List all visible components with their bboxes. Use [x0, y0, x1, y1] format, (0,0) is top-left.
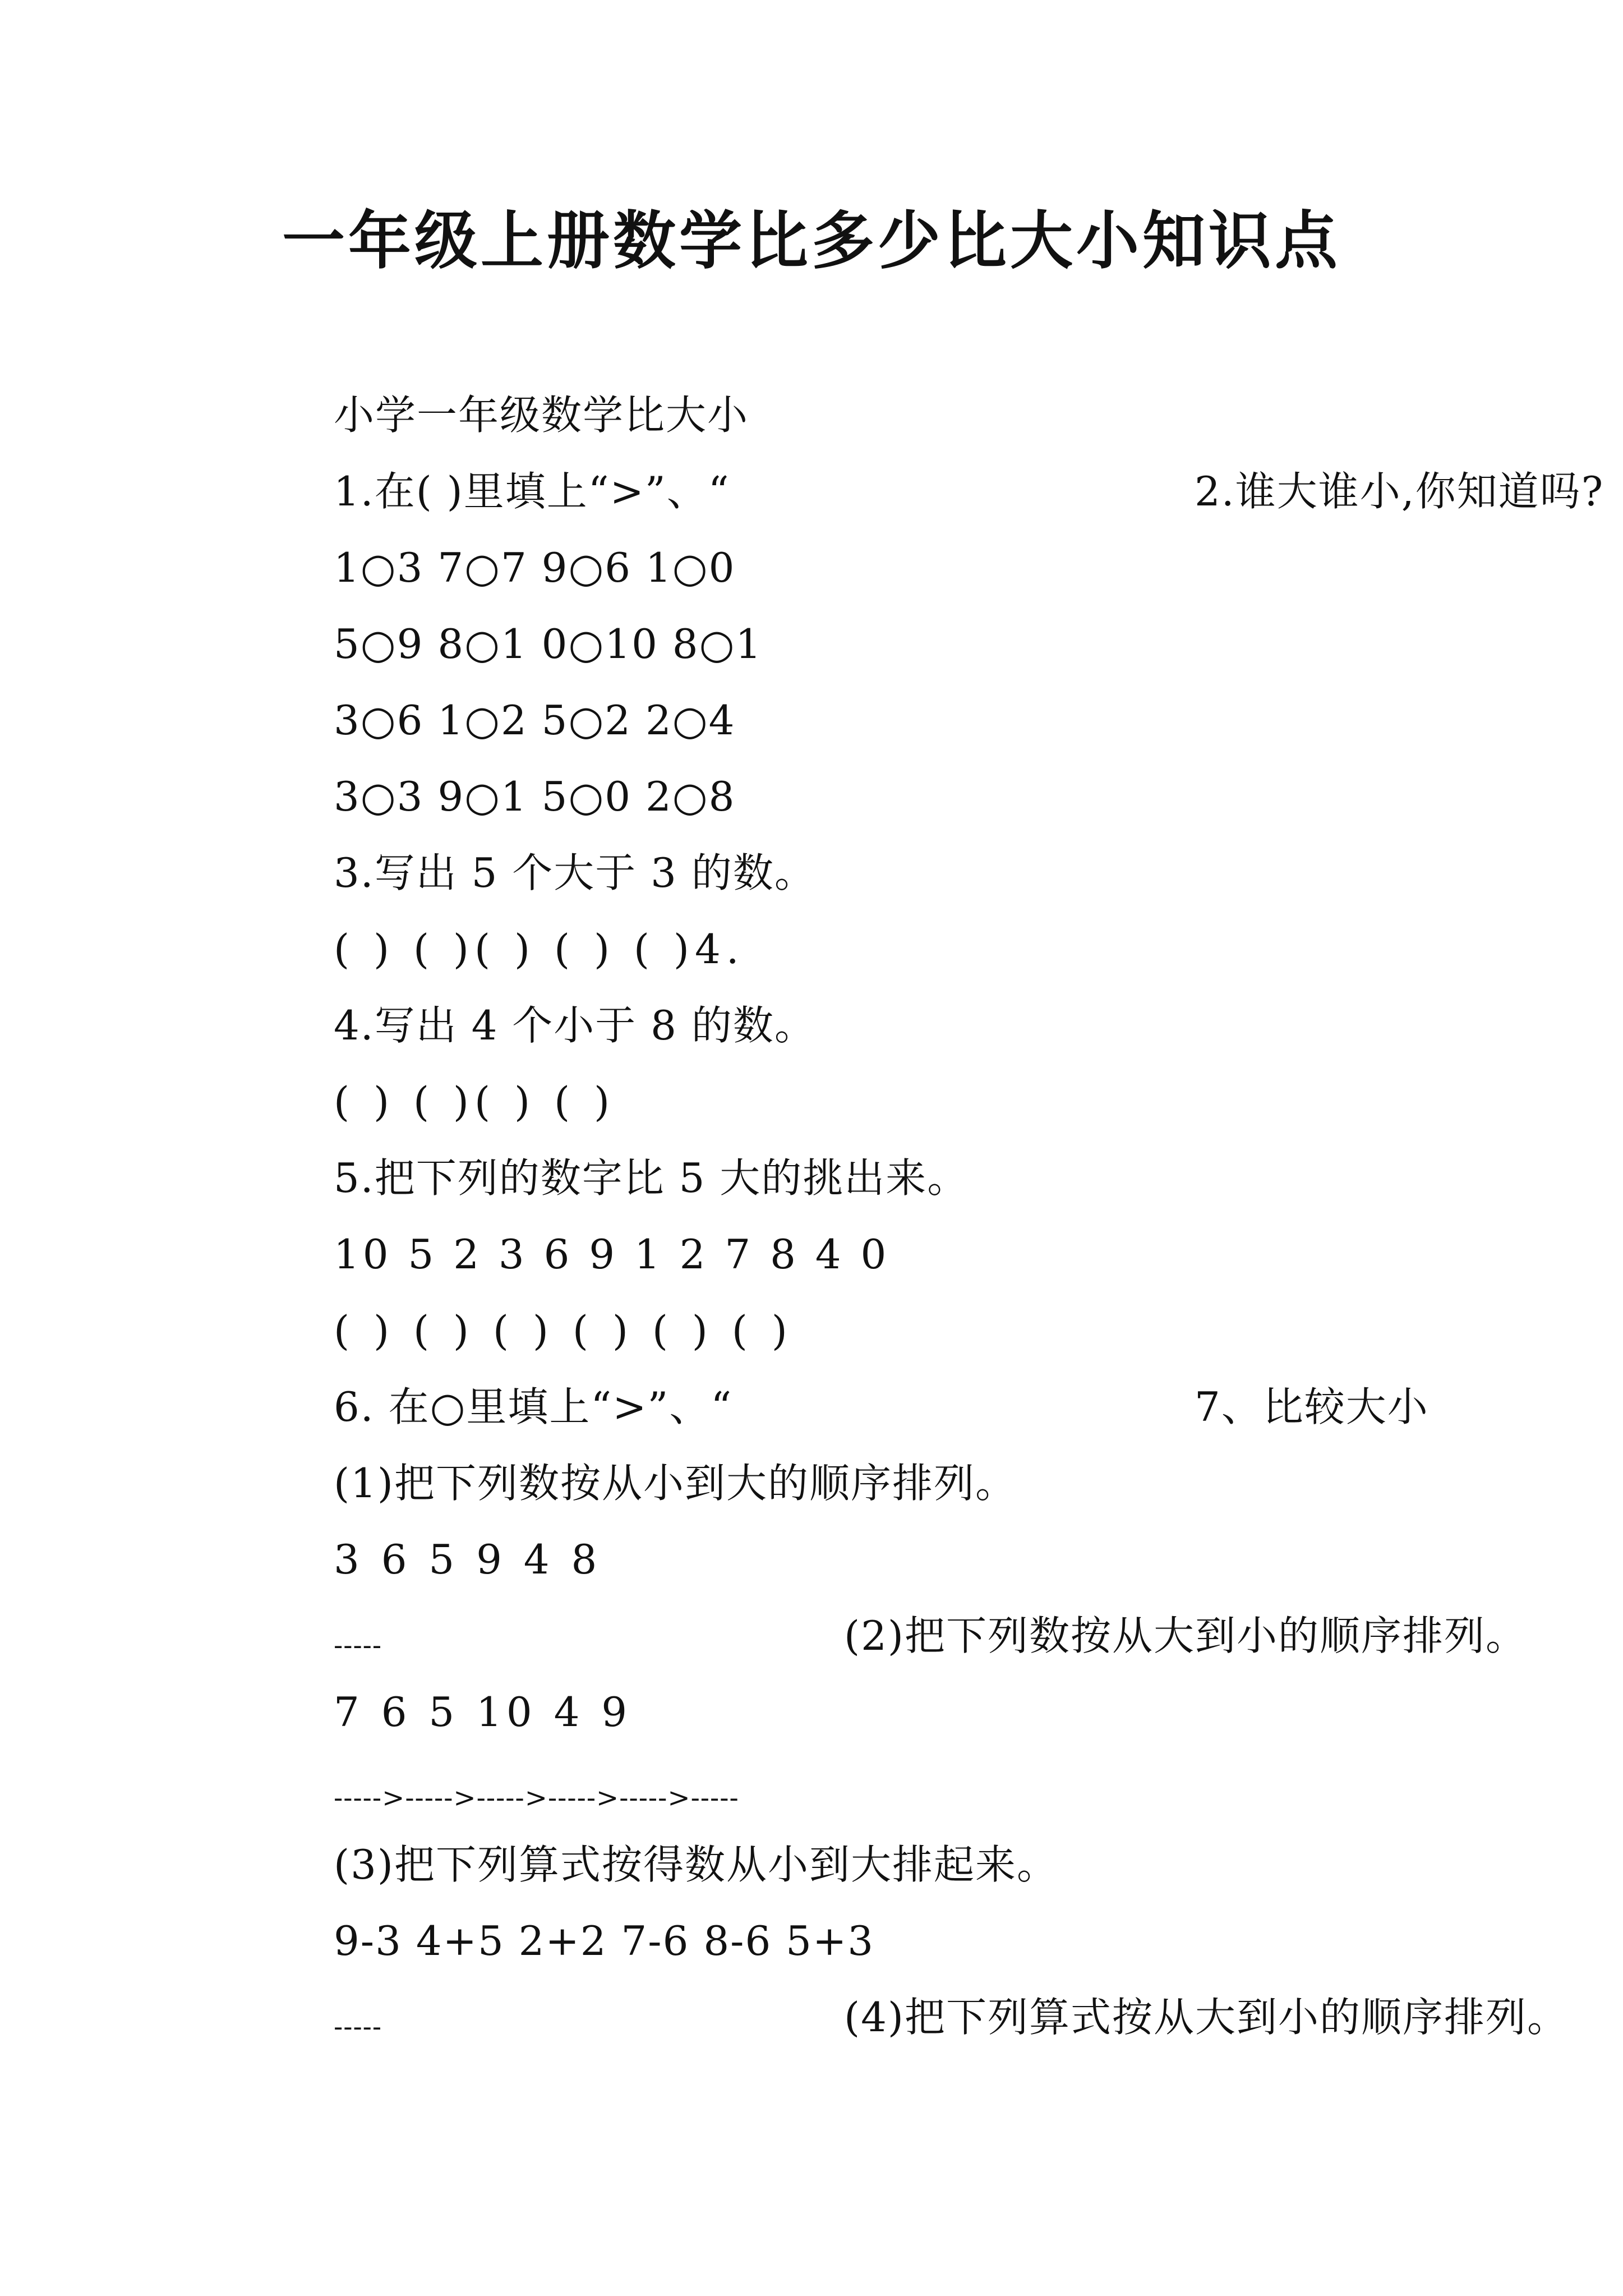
subquestion-2-line: [334, 1608, 1567, 1673]
subquestion-4-text: (4)把下列算式按从大到小的顺序排列。: [844, 1994, 1569, 2041]
section-heading: 小学一年级数学比大小: [334, 392, 749, 439]
question-1-2-line: [334, 463, 1604, 519]
question-1-text: 1.在( )里填上“>”、“: [334, 468, 730, 515]
question-6-text: 6. 在○里填上“>”、“: [334, 1383, 733, 1430]
compare-row-4: 3○3 9○1 5○0 2○8: [334, 773, 736, 820]
question-5-blanks: ( ) ( ) ( ) ( ) ( ) ( ): [334, 1307, 793, 1354]
question-5-numbers: 10 5 2 3 6 9 1 2 7 8 4 0: [334, 1231, 890, 1278]
question-3-text: 3.写出 5 个大于 3 的数。: [334, 849, 816, 896]
answer-dashes: -----: [334, 2011, 382, 2042]
compare-row-1: 1○3 7○7 9○6 1○0: [334, 544, 736, 591]
answer-dashes: -----: [334, 1630, 382, 1661]
question-5-text: 5.把下列的数字比 5 大的挑出来。: [334, 1154, 969, 1202]
subquestion-1-numbers: 3 6 5 9 4 8: [334, 1536, 602, 1583]
answer-chain-text: ----->----->----->----->----->-----: [334, 1782, 739, 1814]
subquestion-2-numbers: 7 6 5 10 4 9: [334, 1688, 632, 1736]
question-3-blanks: ( ) ( )( ) ( ) ( )4.: [334, 926, 745, 973]
compare-row-3: 3○6 1○2 5○2 2○4: [334, 697, 736, 744]
subquestion-4-line: [334, 1989, 1567, 2055]
question-4-blanks: ( ) ( )( ) ( ): [334, 1078, 616, 1125]
question-6-7-line: [334, 1379, 1567, 1435]
subquestion-2-answer-chain: [334, 1760, 739, 1826]
compare-row-2: 5○9 8○1 0○10 8○1: [334, 620, 763, 668]
question-2-text: 2.谁大谁小,你知道吗?: [1195, 468, 1604, 515]
question-4-text: 4.写出 4 个小于 8 的数。: [334, 1002, 816, 1049]
subquestion-2-text: (2)把下列数按从大到小的顺序排列。: [844, 1612, 1527, 1659]
question-7-text: 7、比较大小: [1195, 1383, 1429, 1430]
page-title: 一年级上册数学比多少比大小知识点: [282, 204, 1341, 278]
subquestion-1-text: (1)把下列数按从小到大的顺序排列。: [334, 1460, 1017, 1507]
subquestion-3-text: (3)把下列算式按得数从小到大排起来。: [334, 1841, 1058, 1888]
subquestion-3-expressions: 9-3 4+5 2+2 7-6 8-6 5+3: [334, 1917, 875, 1964]
